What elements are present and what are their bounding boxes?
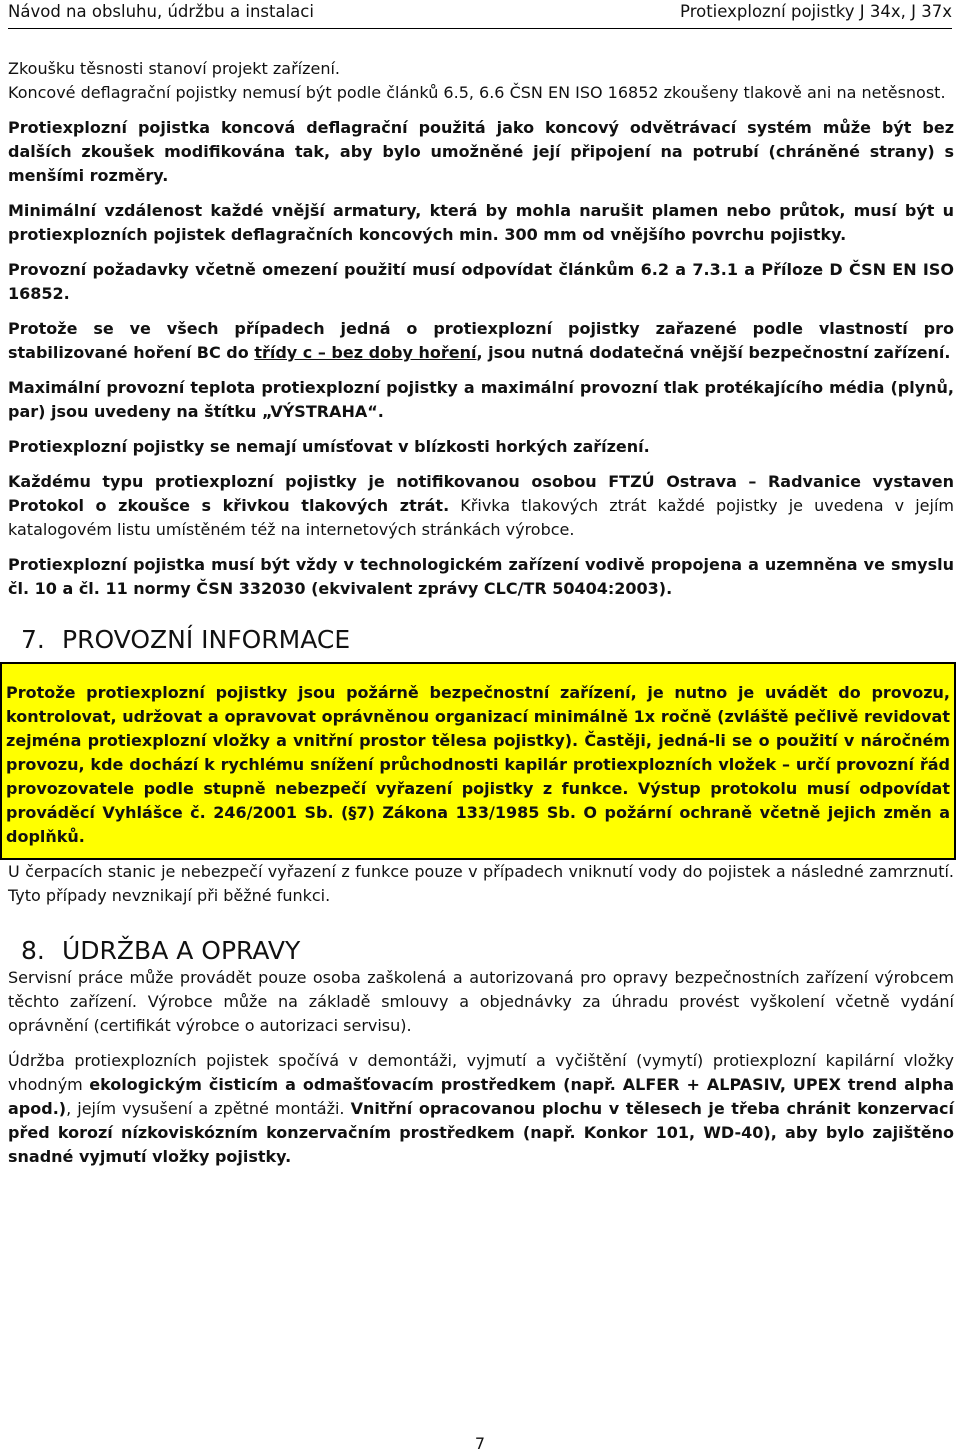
- paragraph-max-temperature: Maximální provozní teplota protiexplozní pojistky a maximální provozní tlak protékajícího média (plynů, par) jsou uvedeny na štítku „VÝSTRAHA“.: [8, 378, 954, 421]
- section-title: PROVOZNÍ INFORMACE: [62, 625, 351, 654]
- section-number: 7.: [21, 625, 45, 654]
- section-8-heading: [21, 936, 954, 966]
- paragraph-maintenance: [8, 1049, 954, 1169]
- paragraph-hot-equipment: Protiexplozní pojistky se nemají umísťovat v blízkosti horkých zařízení.: [8, 437, 650, 456]
- paragraph-operating-requirements: Provozní požadavky včetně omezení použití musí odpovídat článkům 6.2 a 7.3.1 a Příloze D ČSN EN ISO 16852.: [8, 260, 954, 303]
- text-segment: Protože se ve všech případech jedná o protiexplozní pojistky zařazené podle vlastností pro stabilizované hoření BC do: [8, 319, 954, 362]
- text-segment: Každému typu protiexplozní pojistky je notifikovanou osobou FTZÚ Ostrava – Radvanice vystaven Protokol o zkoušce s křivkou tlakových ztrát.: [8, 472, 954, 515]
- paragraph-minimum-distance: Minimální vzdálenost každé vnější armatury, která by mohla narušit plamen nebo průtok, musí být u protiexplozních pojistek deflagračních koncových min. 300 mm od vnějšího povrchu pojistky.: [8, 201, 954, 244]
- text-segment: Křivka tlakových ztrát každé pojistky je uvedena v jejím katalogovém listu umístěném též na internetových stránkách výrobce.: [8, 496, 955, 539]
- paragraph-service-work: Servisní práce může provádět pouze osoba zaškolená a autorizovaná pro opravy bezpečnostních zařízení výrobcem těchto zařízení. Výrobce může na základě smlouvy a objednávky za úhradu provést vyškolení včetně vydání oprávnění (certifikát výrobce o autorizaci servisu).: [8, 968, 954, 1035]
- header-document-title: Návod na obsluhu, údržbu a instalaci: [8, 2, 314, 21]
- paragraph-end-arresters-testing: Koncové deflagrační pojistky nemusí být podle článků 6.5, 6.6 ČSN EN ISO 16852 zkoušeny tlakově ani na netěsnost.: [8, 83, 946, 102]
- text-segment: , jejím vysušení a zpětné montáži.: [66, 1099, 351, 1118]
- page-header: [8, 0, 952, 29]
- text-segment: Vnitřní opracovanou plochu v tělesech je třeba chránit konzervací před korozí nízkoviskózním konzervačním prostředkem (např. Konkor 101, WD-40), aby bylo zajištěno snadné vyjmutí vložky pojistky.: [8, 1099, 955, 1166]
- text-segment: ekologickým čisticím a odmašťovacím prostředkem (např. ALFER + ALPASIV, UPEX trend alpha apod.): [8, 1075, 954, 1118]
- paragraph-test-protocol: [8, 470, 954, 542]
- text-segment: Údržba protiexplozních pojistek spočívá v demontáži, vyjmutí a vyčištění (vymytí) protiexplozní kapilární vložky vhodným: [8, 1051, 954, 1094]
- document-body: [8, 57, 954, 1180]
- paragraph-modification: Protiexplozní pojistka koncová deflagrační použitá jako koncový odvětrávací systém může být bez dalších zkoušek modifikována tak, aby bylo umožněné její připojení na potrubí (chráněné strany) s menšími rozměry.: [8, 118, 954, 185]
- page-number: 7: [474, 1434, 486, 1453]
- burning-class-reference: třídy c – bez doby hoření: [254, 343, 477, 362]
- paragraph-tightness-test: Zkoušku těsnosti stanoví projekt zařízení.: [8, 59, 341, 78]
- section-title: ÚDRŽBA A OPRAVY: [62, 936, 301, 965]
- text-segment: , jsou nutná dodatečná vnější bezpečnostní zařízení.: [476, 343, 951, 362]
- section-number: 8.: [21, 936, 45, 965]
- header-product-name: Protiexplozní pojistky J 34x, J 37x: [680, 2, 952, 21]
- paragraph-grounding: Protiexplozní pojistka musí být vždy v technologickém zařízení vodivě propojena a uzemněna ve smyslu čl. 10 a čl. 11 normy ČSN 332030 (ekvivalent zprávy CLC/TR 50404:2003).: [8, 555, 954, 598]
- section-7-heading: [21, 625, 954, 655]
- paragraph-pumping-stations: U čerpacích stanic je nebezpečí vyřazení z funkce pouze v případech vniknutí vody do pojistek a následné zamrznutí. Tyto případy nevznikají při běžné funkci.: [8, 862, 954, 905]
- highlighted-warning-box: Protože protiexplozní pojistky jsou požárně bezpečnostní zařízení, je nutno je uvádět do provozu, kontrolovat, udržovat a opravovat oprávněnou organizací minimálně 1x ročně (zvláště pečlivě revidovat zejména protiexplozní vložky a vnitřní prostor tělesa pojistky). Častěji, jedná-li se o použití v náročném provozu, kde dochází k rychlému snížení průchodnosti kapilár protiexplozních vložek – určí provozní řád provozovatele podle stupně nebezpečí vyřazení pojistky z funkce. Výstup protokolu musí odpovídat prováděcí Vyhlášce č. 246/2001 Sb. (§7) Zákona 133/1985 Sb. O požární ochraně včetně jejich změn a doplňků.: [0, 662, 956, 860]
- paragraph-safety-devices: [8, 317, 954, 365]
